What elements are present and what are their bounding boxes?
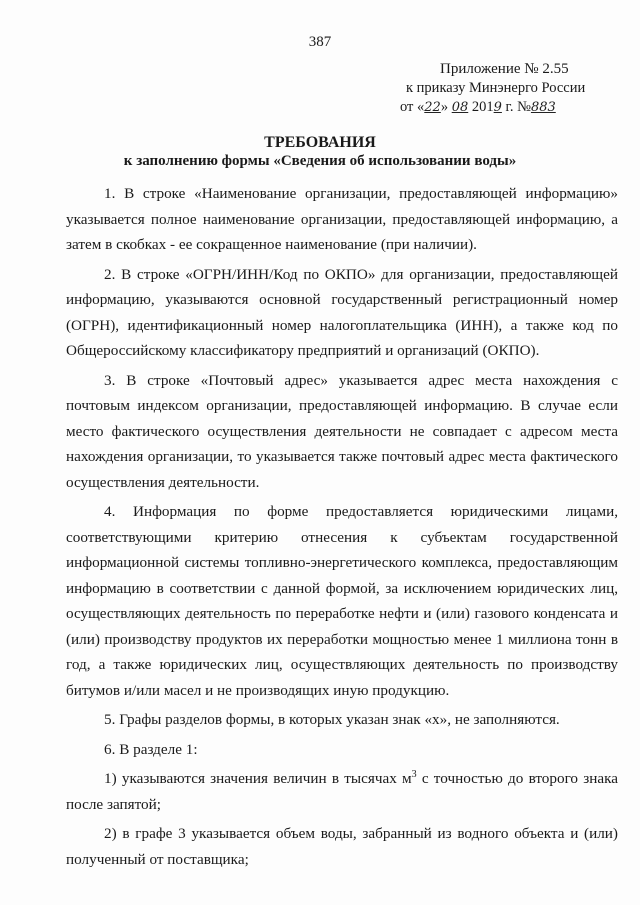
appendix-header <box>392 60 632 117</box>
document-body <box>66 181 618 876</box>
paragraph-4: 4. Информация по форме предоставляется юридическими лицами, соответствующими критерию отнесения к субъектам государственной информационной системы топливно-энергетического комплекса, предоставляющим информацию в соответствии с данной формой, за исключением юридических лиц, осуществляющих деятельность по переработке нефти и (или) газового конденсата и (или) производству продуктов их переработки мощностью менее 1 миллиона тонн в год, а также юридических лиц, осуществляющих деятельность по производству битумов и/или масел и не производящих иную продукцию. <box>66 503 618 699</box>
year-prefix: 201 <box>468 99 494 115</box>
paragraph-8: 2) в графе 3 указывается объем воды, забранный из водного объекта и (или) полученный от поставщика; <box>66 825 618 868</box>
paragraph-7 <box>66 766 618 817</box>
appendix-date-line <box>392 98 632 117</box>
paragraph-6: 6. В разделе 1: <box>104 740 198 758</box>
document-title: ТРЕБОВАНИЯ <box>264 134 376 151</box>
date-prefix: от « <box>400 99 425 115</box>
paragraph-5: 5. Графы разделов формы, в которых указан знак «х», не заполняются. <box>104 711 560 728</box>
paragraph-2: 2. В строке «ОГРН/ИНН/Код по ОКПО» для организации, предоставляющей информацию, указываются основной государственный регистрационный номер (ОГРН), идентификационный номер налогоплательщика (ИНН), а также код по Общероссийскому классификатору предприятий и организаций (ОКПО). <box>66 265 618 359</box>
appendix-line-2: к приказу Минэнерго России <box>406 80 586 96</box>
year-suffix: г. № <box>501 99 531 115</box>
paragraph-1: 1. В строке «Наименование организации, предоставляющей информацию» указывается полное наименование организации, предоставляющей информацию, а затем в скобках - ее сокращенное наименование (при наличии). <box>66 185 618 253</box>
handwritten-month: 08 <box>451 100 469 115</box>
cubic-superscript: 3 <box>411 768 417 780</box>
handwritten-order-number: 883 <box>530 100 556 115</box>
paragraph-3: 3. В строке «Почтовый адрес» указывается адрес места нахождения с почтовым индексом организации, предоставляющей информацию. В случае если место фактического осуществления деятельности не совпадает с адресом места нахождения организации, то указывается также почтовый адрес места фактического осуществления деятельности. <box>66 371 618 491</box>
document-subtitle: к заполнению формы «Сведения об использовании воды» <box>123 153 517 169</box>
handwritten-day: 22 <box>424 100 441 115</box>
handwritten-year-digit: 9 <box>493 100 502 115</box>
paragraph-7-start: 1) указываются значения величин в тысячах м <box>104 770 412 787</box>
paragraph-7-end: с точностью до второго знака после запятой; <box>66 770 618 813</box>
date-separator: » <box>440 99 452 115</box>
appendix-line-1: Приложение № 2.55 <box>440 61 569 77</box>
page-number: 387 <box>308 34 332 50</box>
